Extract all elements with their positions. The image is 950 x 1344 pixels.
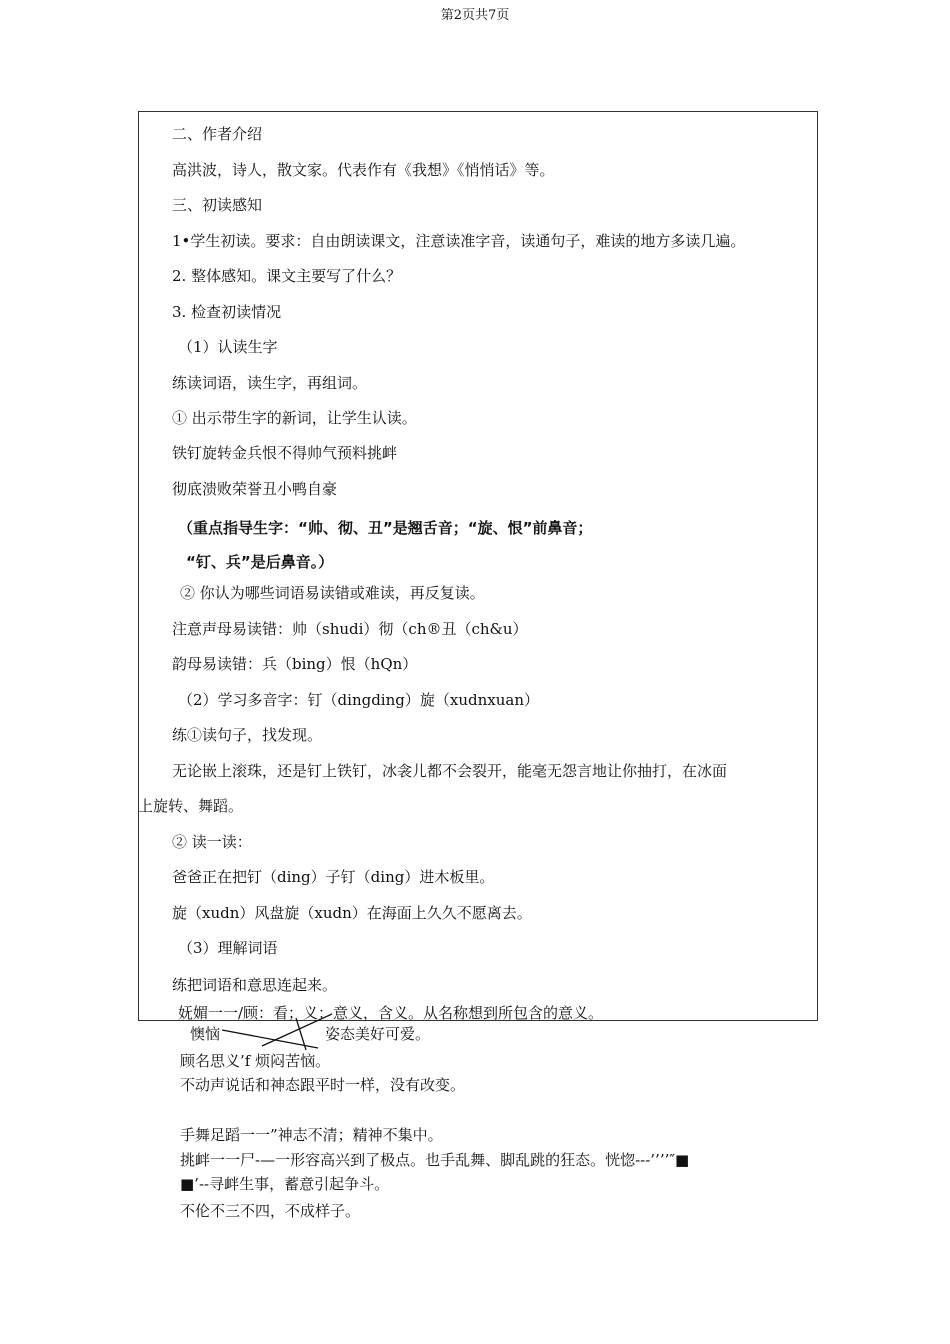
matching-line-7: ■’--寻衅生事，蓄意引起争斗。 — [180, 1175, 390, 1193]
matching-line-6: 挑衅一一尸-—一形容高兴到了极点。也手乱舞、脚乱跳的狂态。恍惚---’’’’″■ — [180, 1151, 690, 1169]
read-aloud-heading: ② 读一读： — [172, 833, 252, 851]
item-1-text: ① 出示带生字的新词，让学生认读。 — [172, 409, 417, 427]
matching-line-1: 妩媚一一/顾：看；义：意义，含义。从名称想到所包含的意义。 — [178, 1004, 604, 1022]
subsection-3-heading: （3）理解词语 — [178, 939, 278, 957]
key-guidance-line-2: “钉、兵”是后鼻音。） — [186, 553, 334, 571]
initial-consonant-note: 注意声母易读错：帅（shudi）彻（ch®丑（ch&u） — [172, 620, 528, 638]
sentence-practice-instruction: 练①读句子，找发现。 — [172, 726, 323, 744]
read-sentence-2: 旋（xudn）风盘旋（xudn）在海面上久久不愿离去。 — [172, 904, 532, 922]
author-intro-text: 高洪波，诗人，散文家。代表作有《我想》《悄悄话》等。 — [172, 161, 555, 179]
subsection-1-heading: （1）认读生字 — [178, 338, 278, 356]
matching-instruction: 练把词语和意思连起来。 — [172, 976, 338, 994]
example-sentence-line-1: 无论嵌上滚珠，还是钉上铁钉，冰衾儿都不会裂开，能毫无怨言地让你抽打，在冰面 — [172, 762, 728, 780]
step-3-text: 3. 检查初读情况 — [172, 303, 282, 321]
matching-line-3: 顾名思义’f 烦闷苦恼。 — [180, 1052, 331, 1070]
word-list-2: 彻底溃败荣誉丑小鸭自豪 — [172, 480, 338, 498]
matching-line-4: 不动声说话和神态跟平时一样，没有改变。 — [180, 1076, 466, 1094]
matching-line-5: 手舞足蹈一一”神志不清；精神不集中。 — [180, 1126, 443, 1144]
matching-word-aonao: 懊恼 — [190, 1025, 221, 1043]
page-number-header: 第2页共7页 — [440, 8, 510, 23]
vowel-note: 韵母易读错：兵（bing）恨（hQn） — [172, 655, 418, 673]
step-2-text: 2. 整体感知。课文主要写了什么？ — [172, 267, 402, 285]
matching-meaning-graceful: 姿态美好可爱。 — [325, 1025, 431, 1043]
section-author-heading: 二、作者介绍 — [172, 125, 263, 143]
connector-line-1 — [222, 1030, 318, 1048]
connector-line-2 — [262, 1014, 332, 1046]
item-2-text: ② 你认为哪些词语易读错或难读，再反复读。 — [180, 584, 485, 602]
read-sentence-1: 爸爸正在把钉（ding）子钉（ding）进木板里。 — [172, 868, 495, 886]
word-list-1: 铁钉旋转金兵恨不得帅气预料挑衅 — [172, 444, 398, 462]
step-1-text: 1•学生初读。要求：自由朗读课文，注意读准字音，读通句子，难读的地方多读几遍。 — [172, 232, 746, 250]
key-guidance-line-1: （重点指导生字：“帅、彻、丑”是翘舌音；“旋、恨”前鼻音； — [178, 519, 593, 537]
section-first-reading-heading: 三、初读感知 — [172, 196, 263, 214]
example-sentence-line-2: 上旋转、舞蹈。 — [138, 797, 244, 815]
subsection-2-heading: （2）学习多音字：钉（dingding）旋（xudnxuan） — [178, 691, 539, 709]
matching-line-8: 不伦不三不四，不成样子。 — [180, 1202, 361, 1220]
practice-instruction: 练读词语，读生字，再组词。 — [172, 374, 368, 392]
